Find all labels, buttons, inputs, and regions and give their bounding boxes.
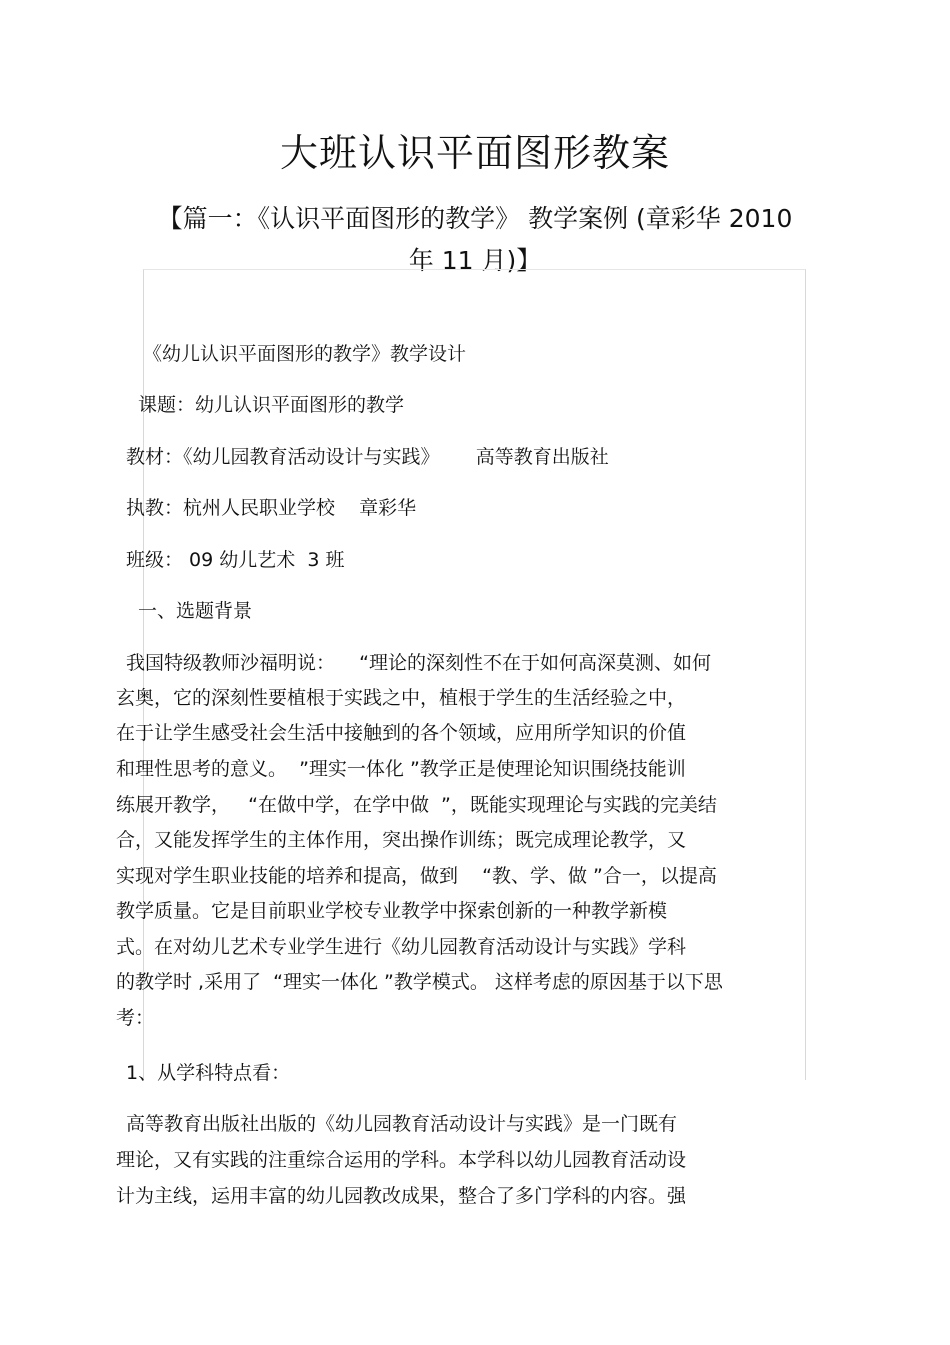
paragraph-line: 考： [116, 1007, 155, 1029]
paragraph-line: 式。在对幼儿艺术专业学生进行《幼儿园教育活动设计与实践》学科 [116, 936, 687, 958]
document-title: 大班认识平面图形教案 [279, 131, 670, 175]
section-1-heading: 1、从学科特点看： [126, 1062, 291, 1084]
textbook-line: 教材：《幼儿园教育活动设计与实践》 高等教育出版社 [126, 446, 609, 468]
paragraph-line: 合，又能发挥学生的主体作用，突出操作训练；既完成理论教学，又 [116, 829, 687, 851]
paragraph-line: 在于让学生感受社会生活中接触到的各个领域，应用所学知识的价值 [116, 722, 687, 744]
section-heading-background: 一、选题背景 [138, 600, 253, 622]
paragraph-line: 练展开教学， “在做中学，在学中做 ”，既能实现理论与实践的完美结 [116, 794, 717, 816]
teacher-line: 执教：杭州人民职业学校 章彩华 [126, 497, 417, 519]
paragraph-line: 和理性思考的意义。 ”理实一体化 ”教学正是使理论知识围绕技能训 [116, 758, 686, 780]
paragraph-line: 玄奥，它的深刻性要植根于实践之中，植根于学生的生活经验之中， [116, 687, 687, 709]
subtitle-line-1: 【篇一：《认识平面图形的教学》 教学案例 (章彩华 2010 [157, 204, 793, 233]
paragraph-line: 计为主线，运用丰富的幼儿园教改成果，整合了多门学科的内容。强 [116, 1185, 687, 1207]
paragraph-line: 理论，又有实践的注重综合运用的学科。本学科以幼儿园教育活动设 [116, 1149, 687, 1171]
paragraph-line: 实现对学生职业技能的培养和提高，做到 “教、学、做 ”合一，以提高 [116, 865, 717, 887]
design-heading: 《幼儿认识平面图形的教学》教学设计 [143, 343, 467, 365]
subtitle-line-2: 年 11 月)】 [408, 246, 542, 275]
paragraph-line: 高等教育出版社出版的《幼儿园教育活动设计与实践》是一门既有 [126, 1113, 678, 1135]
topic-line: 课题：幼儿认识平面图形的教学 [138, 394, 405, 416]
paragraph-line: 我国特级教师沙福明说： “理论的深刻性不在于如何高深莫测、如何 [126, 652, 712, 674]
class-line: 班级： 09 幼儿艺术 3 班 [126, 549, 345, 571]
paragraph-line: 教学质量。它是目前职业学校专业教学中探索创新的一种教学新模 [116, 900, 668, 922]
paragraph-line: 的教学时 ,采用了 “理实一体化 ”教学模式。 这样考虑的原因基于以下思 [116, 971, 723, 993]
